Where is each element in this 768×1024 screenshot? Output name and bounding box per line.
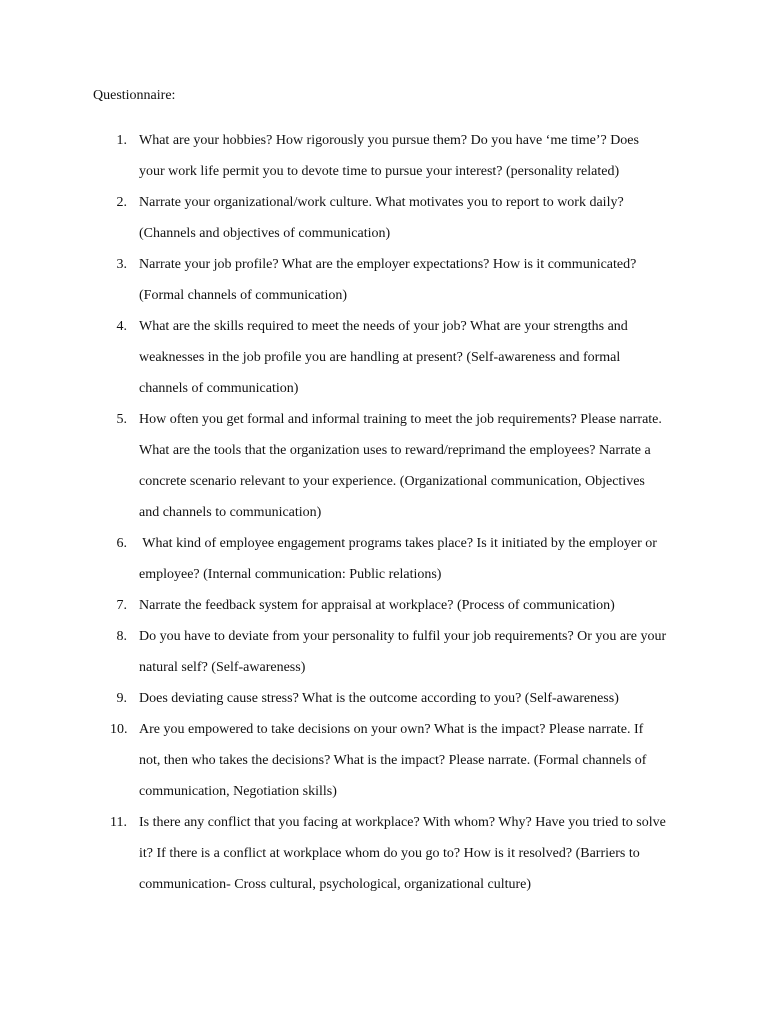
question-text-line: Narrate the feedback system for appraisal at workplace? (Process of communication) [139, 598, 615, 613]
question-text-line: not, then who takes the decisions? What is the impact? Please narrate. (Formal channels of [139, 753, 647, 768]
question-text-line: employee? (Internal communication: Public relations) [139, 567, 442, 582]
question-number: 9. [116, 691, 127, 706]
question-text-line: What are the skills required to meet the needs of your job? What are your strengths and [139, 319, 628, 334]
question-text-line: concrete scenario relevant to your experience. (Organizational communication, Objectives [139, 474, 645, 489]
question-item [0, 125, 768, 187]
question-text-line: weaknesses in the job profile you are handling at present? (Self-awareness and formal [139, 350, 621, 365]
question-number: 8. [116, 629, 127, 644]
question-number: 3. [116, 257, 127, 272]
question-text-line: How often you get formal and informal training to meet the job requirements? Please narrate. [139, 412, 662, 427]
question-item [0, 807, 768, 900]
question-text-line: and channels to communication) [139, 505, 322, 520]
question-number: 6. [116, 536, 127, 551]
question-text-line: your work life permit you to devote time to pursue your interest? (personality related) [139, 164, 620, 179]
question-text-line: Are you empowered to take decisions on your own? What is the impact? Please narrate. If [139, 722, 644, 737]
question-item [0, 683, 768, 714]
question-number: 1. [116, 133, 127, 148]
question-text-line: Is there any conflict that you facing at workplace? With whom? Why? Have you tried to solve [139, 815, 666, 830]
question-text-line: (Channels and objectives of communication) [139, 226, 391, 241]
question-text-line: Do you have to deviate from your personality to fulfil your job requirements? Or you are your [139, 629, 667, 644]
question-text-line: Narrate your job profile? What are the employer expectations? How is it communicated? [139, 257, 637, 272]
question-item [0, 528, 768, 590]
question-text-line: it? If there is a conflict at workplace whom do you go to? How is it resolved? (Barriers to [139, 846, 640, 861]
question-text-line: communication- Cross cultural, psychological, organizational culture) [139, 877, 532, 892]
question-text-line: natural self? (Self-awareness) [139, 660, 306, 675]
question-number: 4. [116, 319, 127, 334]
question-text [139, 249, 768, 311]
question-text-line: What are the tools that the organization uses to reward/reprimand the employees? Narrate a [139, 443, 651, 458]
question-list [0, 125, 768, 900]
question-text [139, 187, 768, 249]
question-number: 7. [116, 598, 127, 613]
question-text-line: channels of communication) [139, 381, 299, 396]
question-number: 2. [116, 195, 127, 210]
question-number: 11. [110, 815, 127, 830]
question-item [0, 590, 768, 621]
question-number: 10. [110, 722, 128, 737]
question-item [0, 714, 768, 807]
question-item [0, 187, 768, 249]
question-text [139, 528, 768, 590]
question-item [0, 404, 768, 528]
question-text [139, 311, 768, 404]
question-text [139, 714, 768, 807]
question-item [0, 311, 768, 404]
question-text [139, 621, 768, 683]
question-text [139, 683, 768, 714]
question-text [139, 807, 768, 900]
question-text [139, 404, 768, 528]
question-text [139, 125, 768, 187]
question-item [0, 621, 768, 683]
questionnaire-heading: Questionnaire: [93, 88, 176, 103]
question-number: 5. [116, 412, 127, 427]
question-text-line: (Formal channels of communication) [139, 288, 347, 303]
question-text-line: Does deviating cause stress? What is the outcome according to you? (Self-awareness) [139, 691, 619, 706]
question-text-line: What kind of employee engagement programs takes place? Is it initiated by the employer or [139, 536, 657, 551]
question-text-line: Narrate your organizational/work culture. What motivates you to report to work daily? [139, 195, 624, 210]
question-item [0, 249, 768, 311]
question-text [139, 590, 768, 621]
question-text-line: communication, Negotiation skills) [139, 784, 337, 799]
question-text-line: What are your hobbies? How rigorously you pursue them? Do you have ‘me time’? Does [139, 133, 639, 148]
